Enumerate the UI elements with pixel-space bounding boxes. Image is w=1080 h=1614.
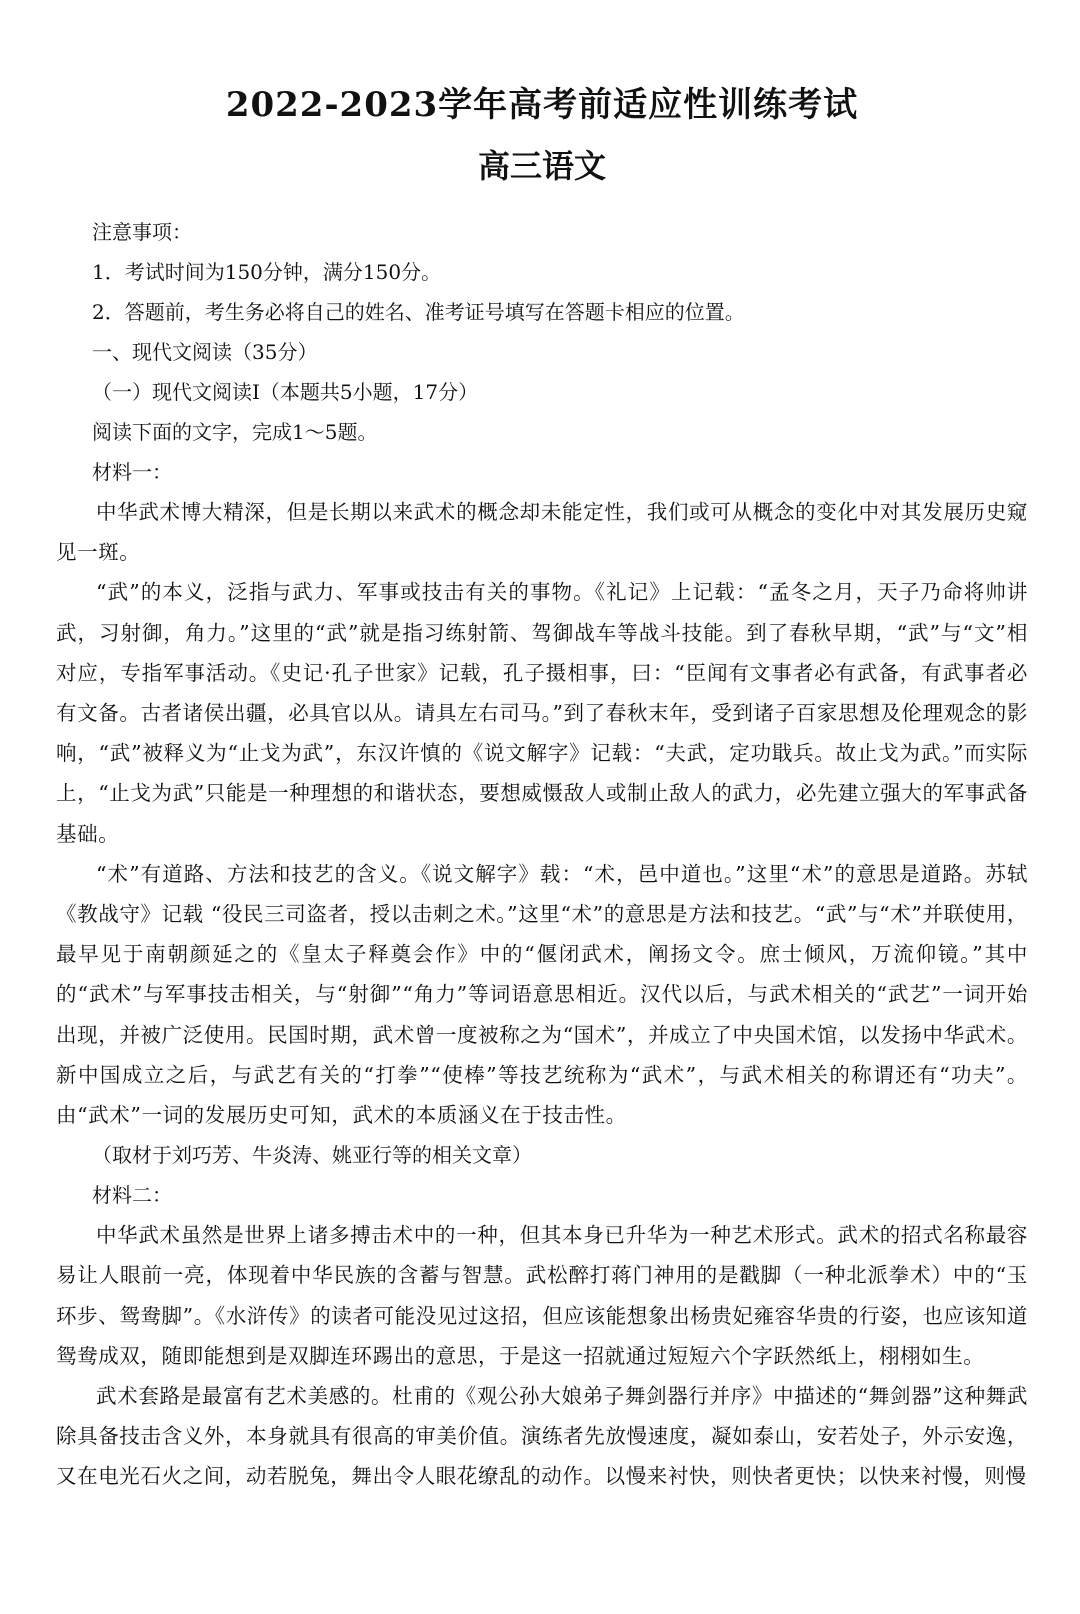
material-one-label: 材料一：: [92, 460, 172, 484]
section-heading: 一、现代文阅读（35分）: [92, 340, 318, 364]
exam-title: 2022-2023学年高考前适应性训练考试: [225, 85, 859, 125]
material-one-source: （取材于刘巧芳、牛炎涛、姚亚行等的相关文章）: [92, 1143, 532, 1168]
material-two-label: 材料二：: [92, 1183, 172, 1208]
notice-item-2: 2．答题前，考生务必将自己的姓名、准考证号填写在答题卡相应的位置。: [92, 300, 745, 324]
material-two-paragraph-1: 中华武术虽然是世界上诸多搏击术中的一种，但其本身已升华为一种艺术形式。武术的招式名称最容易让人眼前一亮，体现着中华民族的含蓄与智慧。武松醉打蒋门神用的是戳脚（一种北派拳术）中的“玉环步、鸳鸯脚”。《水浒传》的读者可能没见过这招，但应该能想象出杨贵妃雍容华贵的行姿，也应该知道鸳鸯成双，随即能想到是双脚连环踢出的意思，于是这一招就通过短短六个字跃然纸上，栩栩如生。: [56, 1223, 1028, 1368]
notice-item-1: 1．考试时间为150分钟，满分150分。: [92, 260, 442, 284]
exam-subject: 高三语文: [477, 147, 606, 185]
reading-instruction: 阅读下面的文字，完成1～5题。: [92, 420, 378, 444]
material-one-paragraph-3: “术”有道路、方法和技艺的含义。《说文解字》载：“术，邑中道也。”这里“术”的意思是道路。苏轼《教战守》记载 “役民三司盗者，授以击刺之术。”这里“术”的意思是方法和技艺。“武”与“术”并联使用，最早见于南朝颜延之的《皇太子释奠会作》中的“偃闭武术，阐扬文令。庶士倾风，万流仰镜。”其中的“武术”与军事技击相关，与“射御”“角力”等词语意思相近。汉代以后，与武术相关的“武艺”一词开始出现，并被广泛使用。民国时期，武术曾一度被称之为“国术”，并成立了中央国术馆，以发扬中华武术。新中国成立之后，与武艺有关的“打拳”“使棒”等技艺统称为“武术”，与武术相关的称谓还有“功夫”。由“武术”一词的发展历史可知，武术的本质涵义在于技击性。: [56, 861, 1028, 1128]
section-sub-heading: （一）现代文阅读I（本题共5小题，17分）: [92, 380, 479, 404]
notice-heading: 注意事项：: [92, 220, 192, 244]
material-two-paragraph-2: 武术套路是最富有艺术美感的。杜甫的《观公孙大娘弟子舞剑器行并序》中描述的“舞剑器”这种舞武除具备技击含义外，本身就具有很高的审美价值。演练者先放慢速度，凝如泰山，安若处子，外示安逸，又在电光石火之间，动若脱兔，舞出令人眼花缭乱的动作。以慢来衬快，则快者更快；以快来衬慢，则慢: [56, 1384, 1028, 1489]
material-one-paragraph-2: “武”的本义，泛指与武力、军事或技击有关的事物。《礼记》上记载：“孟冬之月，天子乃命将帅讲武，习射御，角力。”这里的“武”就是指习练射箭、驾御战车等战斗技能。到了春秋早期，“武”与“文”相对应，专指军事活动。《史记·孔子世家》记载，孔子摄相事，曰：“臣闻有文事者必有武备，有武事者必有文备。古者诸侯出疆，必具官以从。请具左右司马。”到了春秋末年，受到诸子百家思想及伦理观念的影响，“武”被释义为“止戈为武”，东汉许慎的《说文解字》记载：“夫武，定功戢兵。故止戈为武。”而实际上，“止戈为武”只能是一种理想的和谐状态，要想威慑敌人或制止敌人的武力，必先建立强大的军事武备基础。: [56, 580, 1028, 846]
material-one-paragraph-1: 中华武术博大精深，但是长期以来武术的概念却未能定性，我们或可从概念的变化中对其发展历史窥见一斑。: [56, 500, 1028, 565]
